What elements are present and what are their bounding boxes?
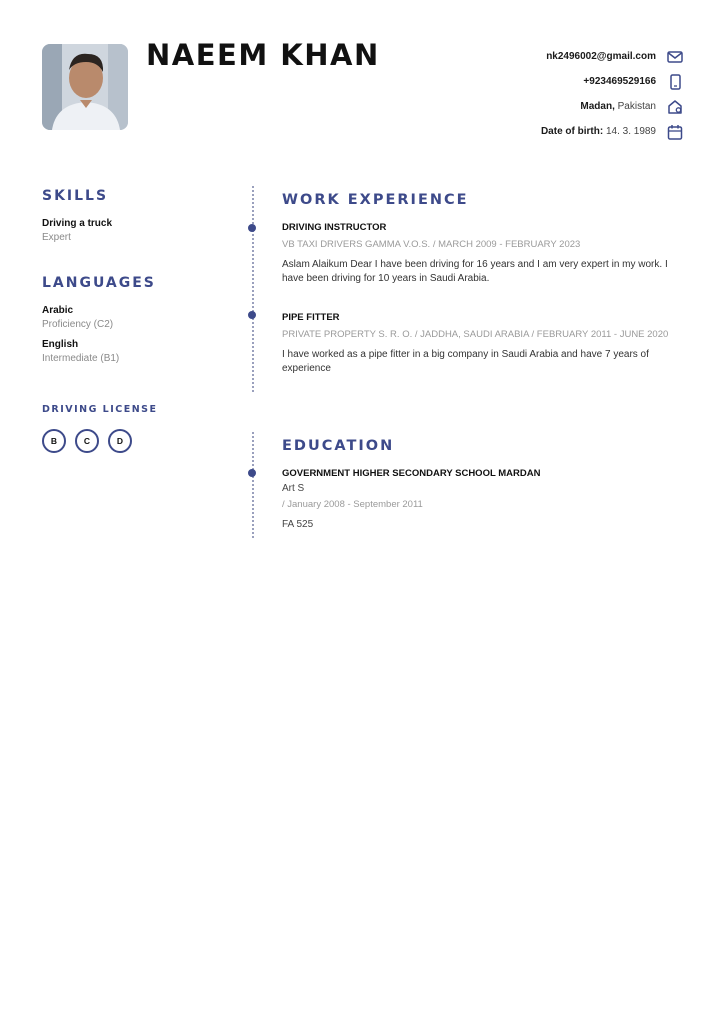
work-experience-section xyxy=(282,192,682,376)
timeline-dot xyxy=(248,469,256,477)
left-column xyxy=(42,188,232,453)
calendar-icon xyxy=(666,123,684,141)
envelope-icon xyxy=(666,48,684,66)
language-level: Proficiency (C2) xyxy=(42,319,114,330)
field-of-study: Art S xyxy=(282,483,305,494)
dob-text: Date of birth: 14. 3. 1989 xyxy=(540,126,656,137)
contact-info xyxy=(354,44,684,144)
work-timeline-line xyxy=(252,186,254,392)
address-text: Madan, Pakistan xyxy=(580,101,656,112)
education-dates: / January 2008 - September 2011 xyxy=(282,499,423,510)
languages-heading: LANGUAGES xyxy=(42,275,156,291)
license-badge-c: C xyxy=(75,429,99,453)
job-entry xyxy=(282,312,682,376)
language-name: English xyxy=(42,339,79,350)
education-heading: EDUCATION xyxy=(282,438,395,454)
job-title: PIPE FITTER xyxy=(282,312,340,323)
education-grade: FA 525 xyxy=(282,519,314,530)
job-meta: PRIVATE PROPERTY S. R. O. / JADDHA, SAUDI ARABIA / FEBRUARY 2011 - JUNE 2020 xyxy=(282,329,669,340)
education-timeline-line xyxy=(252,432,254,538)
driving-license-heading: DRIVING LICENSE xyxy=(42,404,158,415)
license-badge-b: B xyxy=(42,429,66,453)
language-item xyxy=(42,339,232,364)
job-entry xyxy=(282,222,682,286)
contact-dob-row xyxy=(354,119,684,144)
candidate-name: NAEEM KHAN xyxy=(146,38,380,72)
job-title: DRIVING INSTRUCTOR xyxy=(282,222,387,233)
timeline-dot xyxy=(248,311,256,319)
timeline-dot xyxy=(248,224,256,232)
skill-item xyxy=(42,218,232,243)
education-section xyxy=(282,438,682,532)
school-name: GOVERNMENT HIGHER SECONDARY SCHOOL MARDAN xyxy=(282,468,541,479)
license-badge-d: D xyxy=(108,429,132,453)
skills-heading: SKILLS xyxy=(42,188,109,204)
contact-phone-row xyxy=(354,69,684,94)
skill-level: Expert xyxy=(42,232,71,243)
license-badges xyxy=(42,429,232,453)
job-description: Aslam Alaikum Dear I have been driving for 16 years and I am very expert in my work. I have been driving for 10 years in Saudi Arabia. xyxy=(282,259,668,284)
education-entry xyxy=(282,468,682,532)
home-location-icon xyxy=(666,98,684,116)
contact-email-row xyxy=(354,44,684,69)
work-experience-heading: WORK EXPERIENCE xyxy=(282,192,469,208)
profile-photo xyxy=(42,44,128,130)
contact-address-row xyxy=(354,94,684,119)
language-item xyxy=(42,305,232,330)
phone-icon xyxy=(666,73,684,91)
phone-text[interactable]: +923469529166 xyxy=(583,76,656,87)
skill-name: Driving a truck xyxy=(42,218,113,229)
job-meta: VB TAXI DRIVERS GAMMA V.O.S. / MARCH 2009 - FEBRUARY 2023 xyxy=(282,239,581,250)
job-description: I have worked as a pipe fitter in a big company in Saudi Arabia and have 7 years of experience xyxy=(282,349,649,374)
language-name: Arabic xyxy=(42,305,74,316)
email-text[interactable]: nk2496002@gmail.com xyxy=(546,51,656,62)
language-level: Intermediate (B1) xyxy=(42,353,120,364)
